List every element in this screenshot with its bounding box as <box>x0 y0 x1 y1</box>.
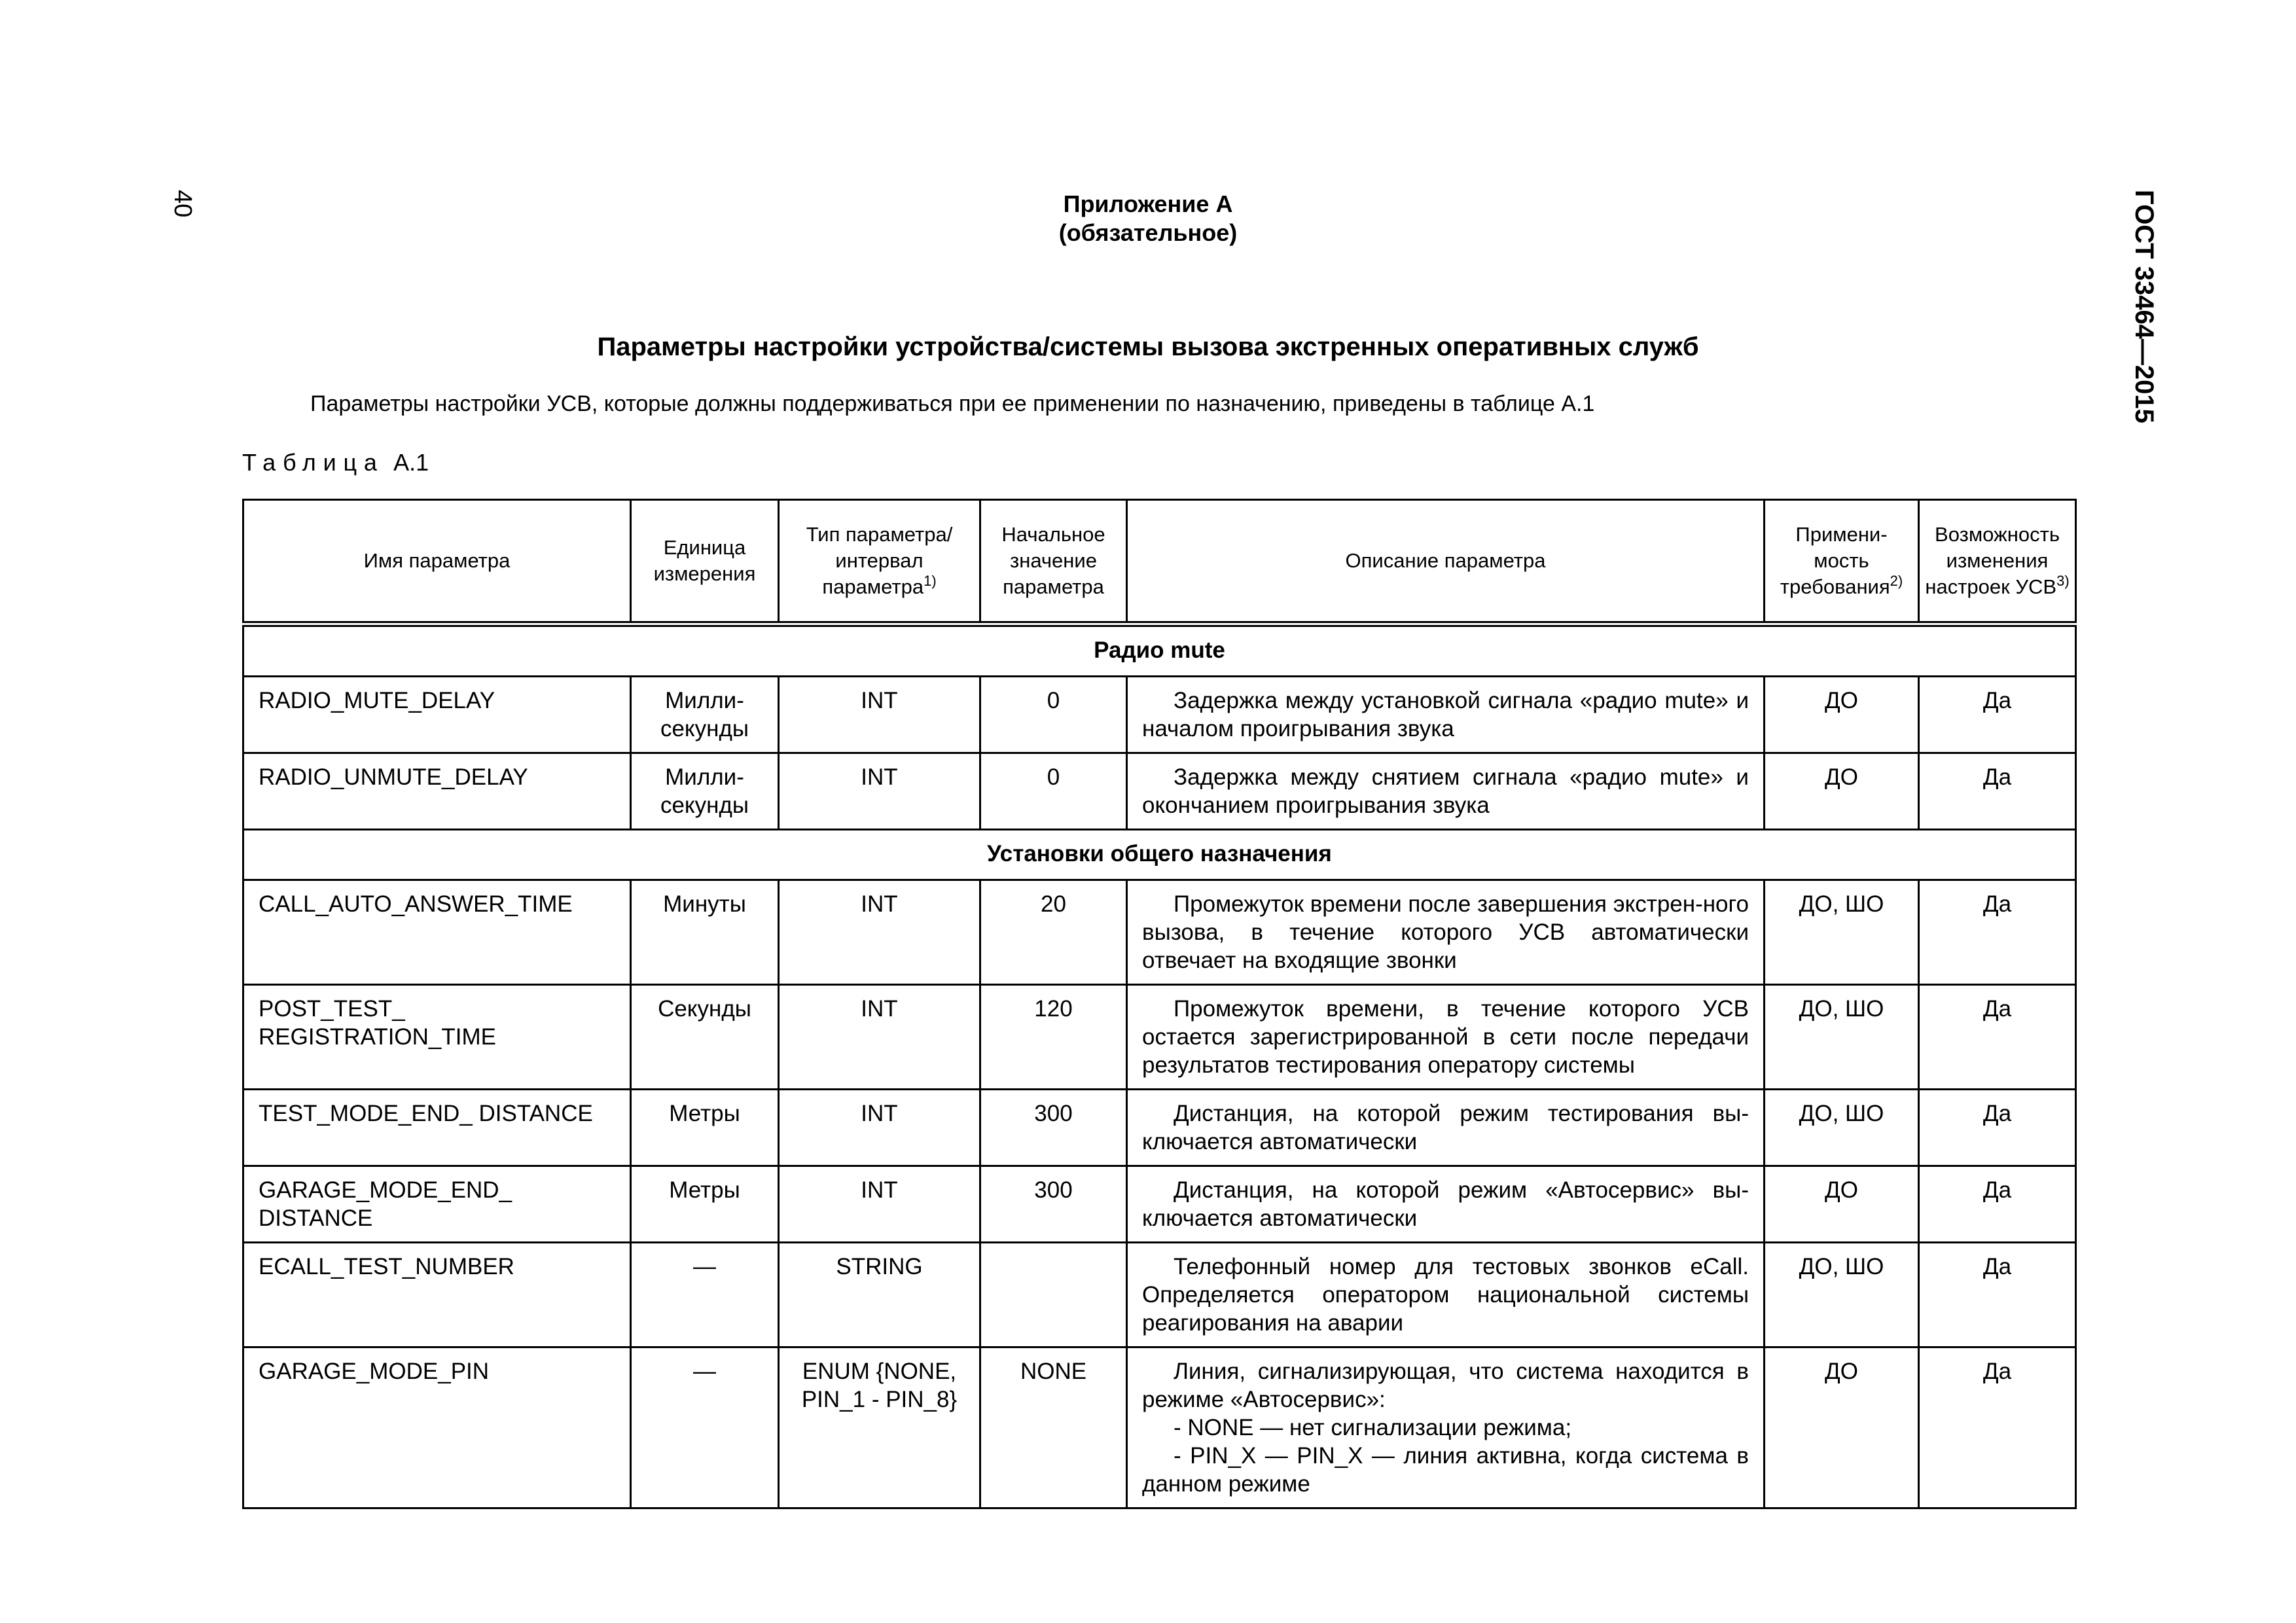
header-unit: Единица измерения <box>631 500 779 624</box>
cell-applicability: ДО <box>1765 1347 1919 1508</box>
table-caption-number: А.1 <box>393 449 429 476</box>
cell-changeable: Да <box>1919 1243 2076 1347</box>
table-row <box>243 1090 2076 1166</box>
cell-type: INT <box>779 880 980 985</box>
cell-applicability: ДО, ШО <box>1765 880 1919 985</box>
cell-applicability: ДО <box>1765 1166 1919 1243</box>
cell-initial: 20 <box>980 880 1127 985</box>
description-list-item: - PIN_X — PIN_X — линия активна, когда система в данном режиме <box>1142 1443 1749 1497</box>
cell-type: INT <box>779 1090 980 1166</box>
group-title: Установки общего назначения <box>243 830 2076 880</box>
standard-code: ГОСТ 33464—2015 <box>2130 190 2159 423</box>
cell-unit: Секунды <box>631 985 779 1090</box>
cell-type: INT <box>779 1166 980 1243</box>
header-name: Имя параметра <box>243 500 631 624</box>
cell-changeable: Да <box>1919 753 2076 830</box>
description-list-item: - NONE — нет сигнализации режима; <box>1174 1415 1572 1440</box>
cell-unit: Метры <box>631 1090 779 1166</box>
cell-changeable: Да <box>1919 1090 2076 1166</box>
appendix-status: (обязательное) <box>1058 219 1238 246</box>
section-title: Параметры настройки устройства/системы вызова экстренных оперативных служб <box>597 332 1699 361</box>
cell-name: GARAGE_MODE_PIN <box>243 1347 631 1508</box>
parameters-table <box>242 499 2077 1509</box>
table-row <box>243 985 2076 1090</box>
appendix-title: Приложение А <box>1063 190 1233 217</box>
cell-changeable: Да <box>1919 985 2076 1090</box>
cell-applicability: ДО <box>1765 753 1919 830</box>
cell-applicability: ДО, ШО <box>1765 1243 1919 1347</box>
cell-changeable: Да <box>1919 1166 2076 1243</box>
cell-name: TEST_MODE_END_ DISTANCE <box>243 1090 631 1166</box>
cell-description: Задержка между установкой сигнала «радио mute» и началом проигрывания звука <box>1127 677 1765 753</box>
description-text: Линия, сигнализирующая, что система находится в режиме «Автосервис»: <box>1142 1359 1749 1412</box>
cell-name: GARAGE_MODE_END_ DISTANCE <box>243 1166 631 1243</box>
cell-initial: 0 <box>980 677 1127 753</box>
cell-initial: 300 <box>980 1090 1127 1166</box>
table-caption-word: Таблица <box>242 449 384 476</box>
group-title: Радио mute <box>243 624 2076 677</box>
cell-type: ENUM {NONE, PIN_1 - PIN_8} <box>779 1347 980 1508</box>
intro-paragraph: Параметры настройки УСВ, которые должны поддерживаться при ее применении по назначению, приведены в таблице А.1 <box>310 391 1595 416</box>
cell-unit: Милли- секунды <box>631 677 779 753</box>
cell-unit: Метры <box>631 1166 779 1243</box>
header-applicability <box>1765 500 1919 624</box>
cell-initial: 120 <box>980 985 1127 1090</box>
cell-description: Дистанция, на которой режим тестирования вы-ключается автоматически <box>1127 1090 1765 1166</box>
cell-initial: 300 <box>980 1166 1127 1243</box>
table-row <box>243 880 2076 985</box>
cell-type: STRING <box>779 1243 980 1347</box>
footnote-ref-3: 3) <box>2056 573 2070 589</box>
cell-description: Телефонный номер для тестовых звонков eCall. Определяется оператором национальной системы реагирования на аварии <box>1127 1243 1765 1347</box>
table-row <box>243 1243 2076 1347</box>
cell-description: Промежуток времени, в течение которого УСВ остается зарегистрированной в сети после передачи результатов тестирования оператору системы <box>1127 985 1765 1090</box>
cell-description: Дистанция, на которой режим «Автосервис» вы-ключается автоматически <box>1127 1166 1765 1243</box>
cell-unit: — <box>631 1347 779 1508</box>
cell-name: RADIO_UNMUTE_DELAY <box>243 753 631 830</box>
cell-changeable: Да <box>1919 880 2076 985</box>
header-applicability-label: Примени- мость требования <box>1780 523 1890 598</box>
cell-initial: 0 <box>980 753 1127 830</box>
cell-type: INT <box>779 985 980 1090</box>
header-changeable-label: Возможность изменения настроек УСВ <box>1925 523 2060 598</box>
cell-description: Задержка между снятием сигнала «радио mute» и окончанием проигрывания звука <box>1127 753 1765 830</box>
table-row <box>243 1166 2076 1243</box>
cell-applicability: ДО <box>1765 677 1919 753</box>
header-type-label: Тип параметра/ интервал параметра <box>806 523 953 598</box>
cell-name: ECALL_TEST_NUMBER <box>243 1243 631 1347</box>
cell-name: CALL_AUTO_ANSWER_TIME <box>243 880 631 985</box>
cell-description: Промежуток времени после завершения экстрен-ного вызова, в течение которого УСВ автоматически отвечает на входящие звонки <box>1127 880 1765 985</box>
header-initial: Начальное значение параметра <box>980 500 1127 624</box>
header-description: Описание параметра <box>1127 500 1765 624</box>
cell-initial: NONE <box>980 1347 1127 1508</box>
table-row <box>243 753 2076 830</box>
cell-initial <box>980 1243 1127 1347</box>
footnote-ref-1: 1) <box>924 573 937 589</box>
cell-description <box>1127 1347 1765 1508</box>
cell-unit: — <box>631 1243 779 1347</box>
cell-name: RADIO_MUTE_DELAY <box>243 677 631 753</box>
cell-applicability: ДО, ШО <box>1765 985 1919 1090</box>
cell-type: INT <box>779 753 980 830</box>
cell-changeable: Да <box>1919 1347 2076 1508</box>
group-row-radio-mute <box>243 624 2076 677</box>
appendix-header <box>0 190 2296 247</box>
cell-unit: Милли- секунды <box>631 753 779 830</box>
table-row <box>243 1347 2076 1508</box>
table-caption <box>242 449 429 476</box>
group-row-general <box>243 830 2076 880</box>
table-row <box>243 677 2076 753</box>
header-type <box>779 500 980 624</box>
cell-unit: Минуты <box>631 880 779 985</box>
cell-applicability: ДО, ШО <box>1765 1090 1919 1166</box>
footnote-ref-2: 2) <box>1890 573 1903 589</box>
cell-type: INT <box>779 677 980 753</box>
page-number: 40 <box>169 190 196 218</box>
cell-name: POST_TEST_ REGISTRATION_TIME <box>243 985 631 1090</box>
header-changeable <box>1919 500 2076 624</box>
cell-changeable: Да <box>1919 677 2076 753</box>
table-header-row <box>243 500 2076 624</box>
